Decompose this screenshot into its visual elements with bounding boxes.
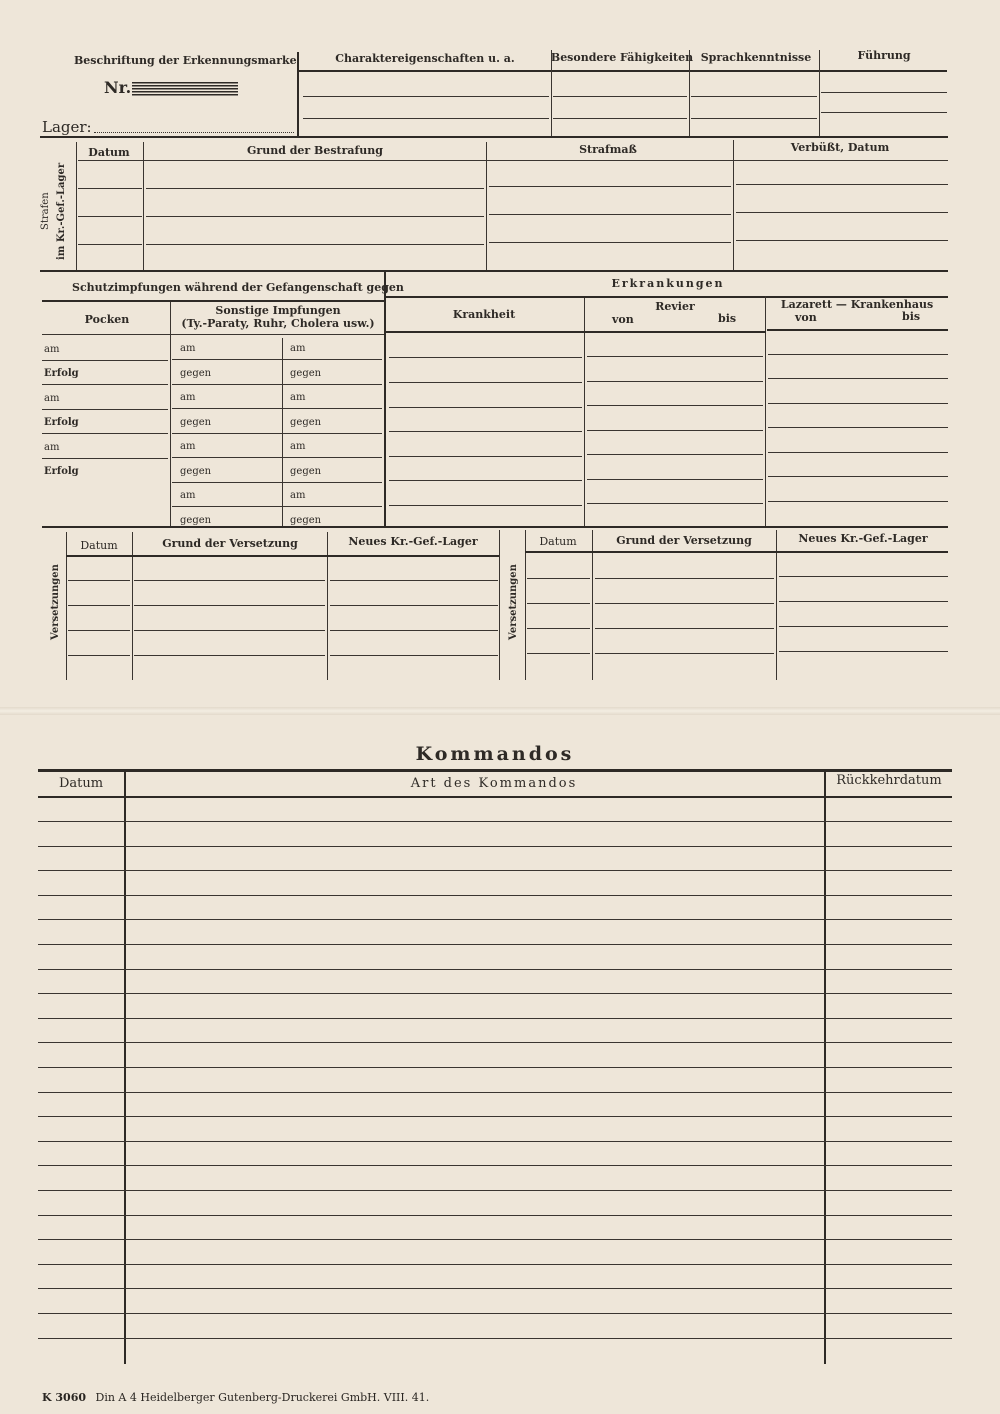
header-lazarett-krankenhaus: Lazarett — Krankenhaus [780, 298, 934, 311]
header-datum-kommandos: Datum [58, 776, 104, 791]
pocken-row: am [44, 393, 60, 404]
sonstige-row: gegen [180, 466, 212, 477]
header-grund-versetzung-left: Grund der Versetzung [162, 537, 298, 550]
kommandos-row-line [38, 993, 952, 994]
sonstige-row: am [180, 441, 196, 452]
sonstige-row-2: gegen [290, 466, 322, 477]
header-krankheit: Krankheit [452, 308, 516, 321]
header-rueckkehrdatum: Rückkehrdatum [836, 773, 942, 788]
lager-label: Lager: [42, 118, 92, 136]
header-sonstige-impfungen: Sonstige Impfungen [215, 304, 341, 317]
kommandos-row-line [38, 1215, 952, 1216]
sonstige-row: am [180, 392, 196, 403]
kommandos-row-line [38, 895, 952, 896]
header-fuehrung: Führung [857, 49, 911, 62]
beschriftung-label: Beschriftung der Erkennungsmarke [74, 54, 297, 67]
kommandos-row-line [38, 1313, 952, 1314]
kommandos-row-line [38, 969, 952, 970]
kommandos-row-line [38, 870, 952, 871]
footer-code: K 3060 [42, 1391, 87, 1404]
header-neues-lager-right: Neues Kr.-Gef.-Lager [798, 532, 928, 545]
nr-redaction-bar [132, 82, 238, 96]
kommandos-row-line [38, 1018, 952, 1019]
sonstige-row: gegen [180, 417, 212, 428]
header-datum-left: Datum [80, 539, 118, 552]
impfungen-title: Schutzimpfungen während der Gefangenschaft gegen [72, 281, 404, 294]
header-verbuesst-datum: Verbüßt, Datum [790, 141, 890, 154]
versetzungen-side-label: Versetzungen [50, 564, 61, 640]
erkrankungen-title: Erkrankungen [611, 277, 725, 290]
kommandos-row-line [38, 1067, 952, 1068]
kommandos-row-line [38, 919, 952, 920]
sonstige-row: gegen [180, 515, 212, 526]
lazarett-von: von [795, 311, 817, 324]
sonstige-row-2: am [290, 343, 306, 354]
pocken-row: am [44, 344, 60, 355]
kommandos-row-line [38, 1116, 952, 1117]
sonstige-row: am [180, 343, 196, 354]
kommandos-row-line [38, 1239, 952, 1240]
lager-dotted-line [94, 132, 294, 133]
pocken-row: am [44, 442, 60, 453]
footer-text: Din A 4 Heidelberger Gutenberg-Druckerei GmbH. VIII. 41. [95, 1391, 430, 1404]
header-pocken: Pocken [84, 313, 130, 326]
kommandos-row-line [38, 1264, 952, 1265]
kommandos-row-line [38, 1338, 952, 1339]
pocken-row: Erfolg [44, 368, 79, 379]
header-besondere-faehigkeiten: Besondere Fähigkeiten [550, 51, 694, 64]
nr-label: Nr. [104, 78, 132, 97]
footer [42, 1391, 429, 1404]
kommandos-row-line [38, 1042, 952, 1043]
kommandos-row-line [38, 1288, 952, 1289]
sonstige-row-2: gegen [290, 368, 322, 379]
kommandos-row-line [38, 1165, 952, 1166]
kommandos-row-line [38, 846, 952, 847]
sonstige-row-2: am [290, 392, 306, 403]
header-datum: Datum [88, 146, 130, 159]
sonstige-row: gegen [180, 368, 212, 379]
kommandos-row-line [38, 944, 952, 945]
versetzungen-side-label-right: Versetzungen [508, 564, 519, 640]
strafen-side-label: Strafen [40, 192, 51, 230]
pocken-row: Erfolg [44, 417, 79, 428]
kommandos-row-line [38, 1190, 952, 1191]
header-grund-versetzung-right: Grund der Versetzung [616, 534, 752, 547]
header-art-des-kommandos: Art des Kommandos [410, 776, 578, 791]
kommandos-title: Kommandos [415, 743, 575, 765]
header-sonstige-impfungen-detail: (Ty.-Paraty, Ruhr, Cholera usw.) [181, 317, 375, 330]
header-datum-right: Datum [539, 535, 577, 548]
sonstige-row-2: gegen [290, 515, 322, 526]
revier-von: von [612, 313, 634, 326]
sonstige-row-2: am [290, 490, 306, 501]
strafen-side-label-2: im Kr.-Gef.-Lager [56, 162, 67, 260]
header-strafmass: Strafmaß [579, 143, 637, 156]
header-sprachkenntnisse: Sprachkenntnisse [700, 51, 812, 64]
sonstige-row: am [180, 490, 196, 501]
header-grund-der-bestrafung: Grund der Bestrafung [247, 144, 383, 157]
kommandos-row-line [38, 821, 952, 822]
header-charaktereigenschaften: Charaktereigenschaften u. a. [335, 52, 515, 65]
kommandos-row-line [38, 1092, 952, 1093]
page-fold [0, 707, 1000, 715]
kommandos-row-line [38, 1141, 952, 1142]
sonstige-row-2: gegen [290, 417, 322, 428]
sonstige-row-2: am [290, 441, 306, 452]
pocken-row: Erfolg [44, 466, 79, 477]
header-neues-lager-left: Neues Kr.-Gef.-Lager [348, 535, 478, 548]
revier-bis: bis [718, 312, 737, 325]
header-revier: Revier [655, 300, 695, 313]
lazarett-bis: bis [902, 310, 921, 323]
